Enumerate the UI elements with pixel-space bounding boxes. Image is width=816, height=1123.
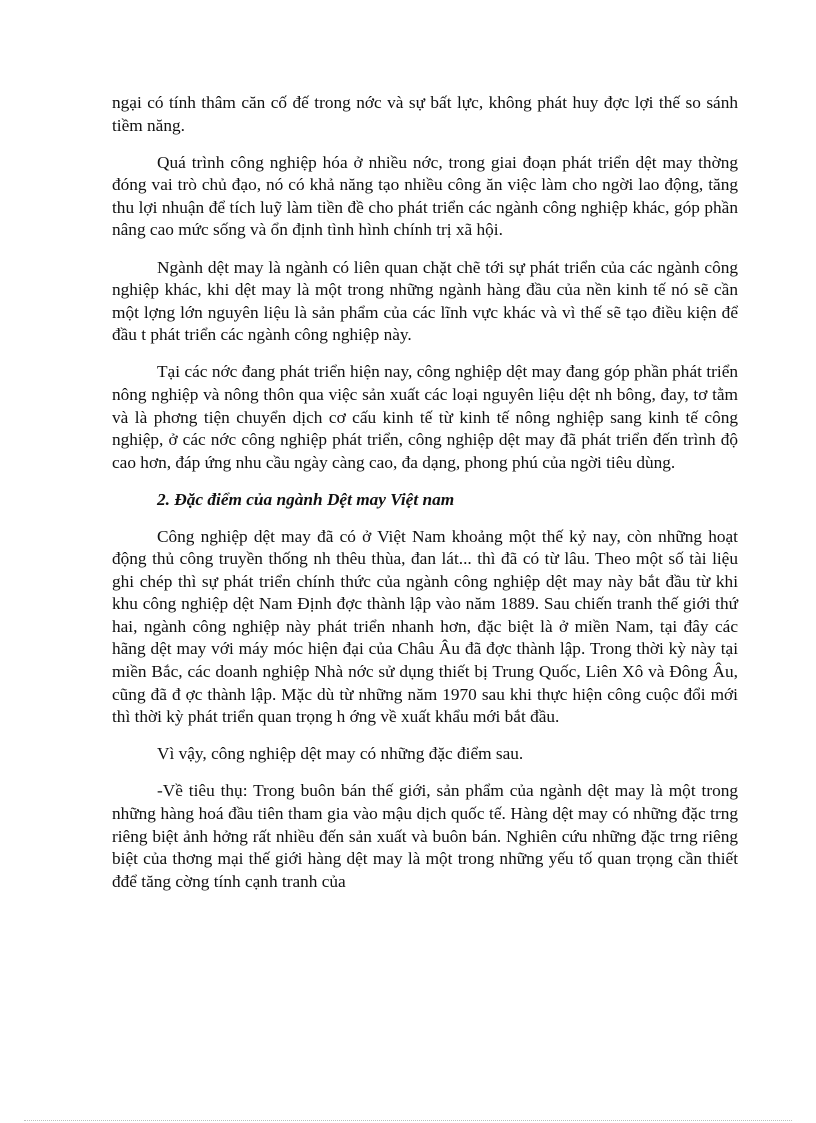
paragraph-consumption: -Về tiêu thụ: Trong buôn bán thế giới, sản phẩm của ngành dệt may là một trong những hàng hoá đầu tiên tham gia vào mậu dịch quốc tế. Hàng dệt may có những đặc trng riêng biệt ảnh hởng rất nhiều đến sản xuất và buôn bán. Nghiên cứu những đặc trng riêng biệt của thơng mại thế giới hàng dệt may là một trong những yếu tố quan trọng cần thiết đđể tăng cờng tính cạnh tranh của (112, 781, 738, 891)
paragraph-history: Công nghiệp dệt may đã có ở Việt Nam khoảng một thế kỷ nay, còn những hoạt động thủ công truyền thống nh thêu thùa, đan lát... thì đã có từ lâu. Theo một số tài liệu ghi chép thì sự phát triển chính thức của ngành công nghiệp dệt may này bắt đầu từ khi khu công nghiệp dệt Nam Định đợc thành lập vào năm 1889. Sau chiến tranh thế giới thứ hai, ngành công nghiệp này phát triển nhanh hơn, đặc biệt là ở miền Nam, tại đây các hãng dệt may với máy móc hiện đại của Châu Âu đã đợc thành lập. Trong thời kỳ này tại miền Bắc, các doanh nghiệp Nhà nớc sử dụng thiết bị Trung Quốc, Liên Xô và Đông Âu, cũng đã đ ợc thành lập. Mặc dù từ những năm 1970 sau khi thực hiện công cuộc đổi mới thì thời kỳ phát triển quan trọng h ớng về xuất khẩu mới bắt đầu. (112, 526, 738, 727)
paragraph-characteristics-intro: Vì vậy, công nghiệp dệt may có những đặc điểm sau. (157, 744, 524, 764)
paragraph-developing-countries: Tại các nớc đang phát triển hiện nay, công nghiệp dệt may đang góp phần phát triển nông nghiệp và nông thôn qua việc sản xuất các loại nguyên liệu dệt nh bông, đay, tơ tằm và là phơng tiện chuyển dịch cơ cấu kinh tế từ kinh tế nông nghiệp sang kinh tế công nghiệp, ở các nớc công nghiệp phát triển, công nghiệp dệt may đã phát triển đến trình độ cao hơn, đáp ứng nhu cầu ngày càng cao, đa dạng, phong phú của ngời tiêu dùng. (112, 362, 738, 472)
paragraph-industrialization: Quá trình công nghiệp hóa ở nhiều nớc, trong giai đoạn phát triển dệt may thờng đóng vai trò chủ đạo, nó có khả năng tạo nhiều công ăn việc làm cho ngời lao động, tăng thu lợi nhuận để tích luỹ làm tiền đề cho phát triển các ngành công nghiệp khác, góp phần nâng cao mức sống và ổn định tình hình chính trị xã hội. (112, 152, 738, 240)
footer-divider (24, 1120, 792, 1121)
paragraph-related-industries: Ngành dệt may là ngành có liên quan chặt chẽ tới sự phát triển của các ngành công nghiệp khác, khi dệt may là một trong những ngành hàng đầu của nền kinh tế nó sẽ cần một lợng lớn nguyên liệu là sản phẩm của các lĩnh vực khác và vì thế sẽ tạo điều kiện để đầu t phát triển các ngành công nghiệp này. (112, 257, 738, 345)
document-body (112, 92, 738, 908)
paragraph-continuation: ngại có tính thâm căn cố đế trong nớc và sự bất lực, không phát huy đợc lợi thế so sánh tiềm năng. (112, 93, 738, 135)
section-heading: 2. Đặc điểm của ngành Dệt may Việt nam (157, 489, 455, 509)
